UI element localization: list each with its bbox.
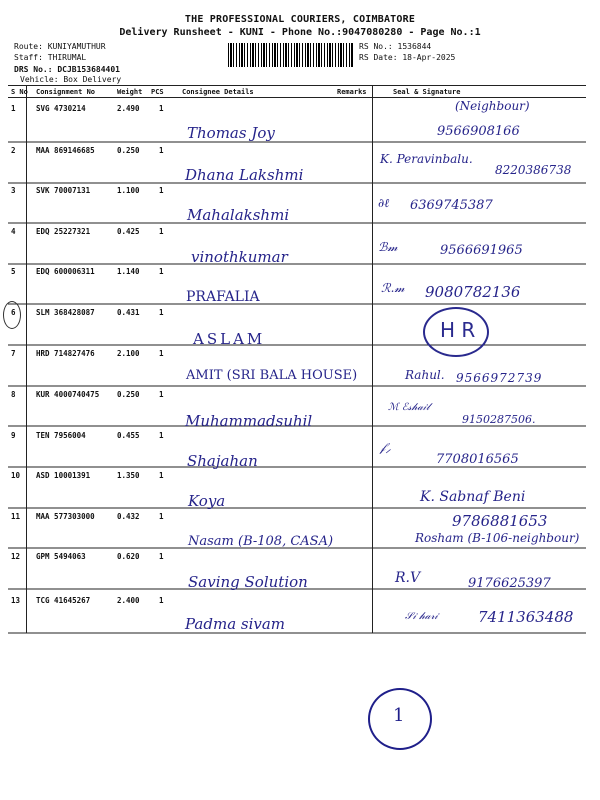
consignee-name: Koya bbox=[188, 492, 226, 510]
col-header-weight: Weight bbox=[117, 88, 143, 96]
consignee-name: Shajahan bbox=[187, 452, 258, 470]
consignee-name: Mahalakshmi bbox=[187, 206, 290, 224]
col-header-seal-signature: Seal & Signature bbox=[393, 88, 461, 96]
row-consignment: EDQ 25227321 bbox=[36, 227, 91, 236]
consignee-name: Muhammadsuhil bbox=[185, 412, 313, 430]
consignee-name: Saving Solution bbox=[188, 573, 308, 591]
consignee-name: Thomas Joy bbox=[187, 124, 275, 142]
row-pcs: 1 bbox=[159, 227, 164, 236]
receiver-signature: Rosham (B-106-neighbour) bbox=[415, 531, 580, 545]
col-header-remarks: Remarks bbox=[337, 88, 367, 96]
row-consignment: EDQ 600006311 bbox=[36, 267, 95, 276]
row-pcs: 1 bbox=[159, 104, 164, 113]
row-consignment: HRD 714827476 bbox=[36, 349, 95, 358]
row-consignment: MAA 869146685 bbox=[36, 146, 95, 155]
row-consignment: GPM 5494063 bbox=[36, 552, 86, 561]
row-consignment: SVG 4730214 bbox=[36, 104, 86, 113]
row-sno: 7 bbox=[11, 349, 16, 358]
row-sno: 11 bbox=[11, 512, 21, 521]
row-pcs: 1 bbox=[159, 146, 164, 155]
row-weight: 0.432 bbox=[117, 512, 140, 521]
row-weight: 0.431 bbox=[117, 308, 140, 317]
consignee-name: Padma sivam bbox=[185, 615, 286, 633]
col-header-sno: S No bbox=[11, 88, 28, 96]
page-number-mark: 1 bbox=[393, 705, 405, 726]
receiver-phone: 9566691965 bbox=[440, 243, 523, 258]
row-pcs: 1 bbox=[159, 390, 164, 399]
runsheet-subtitle: Delivery Runsheet - KUNI - Phone No.:9047080280 - Page No.:1 bbox=[119, 27, 481, 38]
receiver-signature: R.V bbox=[395, 570, 421, 586]
rs-date: RS Date: 18-Apr-2025 bbox=[359, 53, 456, 62]
route-label: Route: KUNIYAMUTHUR bbox=[14, 42, 106, 51]
consignee-name: vinothkumar bbox=[191, 248, 288, 266]
row-weight: 0.250 bbox=[117, 390, 140, 399]
row-sno: 5 bbox=[11, 267, 16, 276]
row-weight: 1.140 bbox=[117, 267, 140, 276]
row-weight: 1.350 bbox=[117, 471, 140, 480]
row-pcs: 1 bbox=[159, 552, 164, 561]
row-pcs: 1 bbox=[159, 186, 164, 195]
col-header-consignee: Consignee Details bbox=[182, 88, 254, 96]
receiver-phone: 7411363488 bbox=[478, 608, 574, 626]
receiver-signature: K. Sabnaf Beni bbox=[420, 489, 526, 505]
row-sno: 6 bbox=[11, 308, 16, 317]
receiver-phone: 9566908166 bbox=[437, 124, 520, 139]
row-pcs: 1 bbox=[159, 308, 164, 317]
receiver-signature: Rahul. bbox=[405, 368, 445, 382]
row-consignment: TCG 41645267 bbox=[36, 596, 91, 605]
row-sno: 4 bbox=[11, 227, 16, 236]
receiver-phone: 9786881653 bbox=[452, 512, 548, 530]
receiver-phone: 9080782136 bbox=[425, 283, 521, 301]
row-sno: 2 bbox=[11, 146, 16, 155]
vehicle-label: Vehicle: Box Delivery bbox=[20, 75, 122, 84]
signature-scribble: ℬ𝓂 bbox=[378, 240, 398, 254]
row-sno: 10 bbox=[11, 471, 21, 480]
row-sno: 9 bbox=[11, 431, 16, 440]
row-sno: 13 bbox=[11, 596, 21, 605]
row-sno: 1 bbox=[11, 104, 16, 113]
receiver-signature: (Neighbour) bbox=[455, 99, 530, 113]
signature-scribble: ∂ℓ bbox=[378, 196, 390, 210]
consignee-name: ASLAM bbox=[193, 330, 266, 348]
receiver-phone: 9176625397 bbox=[468, 576, 551, 591]
receiver-phone: 9150287506. bbox=[462, 413, 536, 426]
receiver-phone: 6369745387 bbox=[410, 198, 493, 213]
stamp-initials: H R bbox=[440, 318, 476, 342]
row-weight: 0.425 bbox=[117, 227, 140, 236]
rs-number: RS No.: 1536844 bbox=[359, 42, 432, 51]
row-consignment: SVK 70007131 bbox=[36, 186, 91, 195]
signature-scribble: 𝒮𝒾 𝒽𝒶𝓇𝒾 bbox=[405, 611, 438, 622]
row-sno: 12 bbox=[11, 552, 21, 561]
col-header-consignment: Consignment No bbox=[36, 88, 96, 96]
col-header-pcs: PCS bbox=[151, 88, 164, 96]
consignee-name: AMIT (SRI BALA HOUSE) bbox=[186, 368, 358, 383]
row-sno: 8 bbox=[11, 390, 16, 399]
row-weight: 2.100 bbox=[117, 349, 140, 358]
row-pcs: 1 bbox=[159, 512, 164, 521]
consignee-name: PRAFALIA bbox=[186, 289, 260, 305]
row-weight: 2.490 bbox=[117, 104, 140, 113]
row-weight: 2.400 bbox=[117, 596, 140, 605]
row-sno: 3 bbox=[11, 186, 16, 195]
row-consignment: SLM 368428087 bbox=[36, 308, 95, 317]
row-pcs: 1 bbox=[159, 471, 164, 480]
consignee-name: Nasam (B-108, CASA) bbox=[188, 534, 334, 549]
consignee-name: Dhana Lakshmi bbox=[185, 166, 304, 184]
staff-label: Staff: THIRUMAL bbox=[14, 53, 87, 62]
row-weight: 0.620 bbox=[117, 552, 140, 561]
row-weight: 1.100 bbox=[117, 186, 140, 195]
row-consignment: TEN 7956004 bbox=[36, 431, 86, 440]
signature-scribble: 𝒻⸝ bbox=[380, 440, 392, 454]
company-title: THE PROFESSIONAL COURIERS, COIMBATORE bbox=[184, 14, 416, 25]
signature-scribble: ℛ.𝓂 bbox=[381, 281, 405, 295]
row-weight: 0.250 bbox=[117, 146, 140, 155]
receiver-phone: 8220386738 bbox=[495, 163, 572, 177]
barcode bbox=[228, 43, 353, 67]
row-weight: 0.455 bbox=[117, 431, 140, 440]
drs-label: DRS No.: DCJB153684401 bbox=[14, 65, 120, 74]
row-pcs: 1 bbox=[159, 267, 164, 276]
signature-scribble: ℳ ℰ𝓈𝒽𝒶𝒾𝓁 bbox=[388, 402, 430, 413]
row-pcs: 1 bbox=[159, 596, 164, 605]
row-consignment: MAA 577303000 bbox=[36, 512, 95, 521]
row-pcs: 1 bbox=[159, 349, 164, 358]
row-pcs: 1 bbox=[159, 431, 164, 440]
receiver-signature: K. Peravinbalu. bbox=[380, 152, 473, 166]
receiver-phone: 7708016565 bbox=[436, 452, 519, 467]
receiver-phone: 9566972739 bbox=[456, 371, 543, 385]
row-consignment: KUR 4000740475 bbox=[36, 390, 100, 399]
row-consignment: ASD 10001391 bbox=[36, 471, 91, 480]
